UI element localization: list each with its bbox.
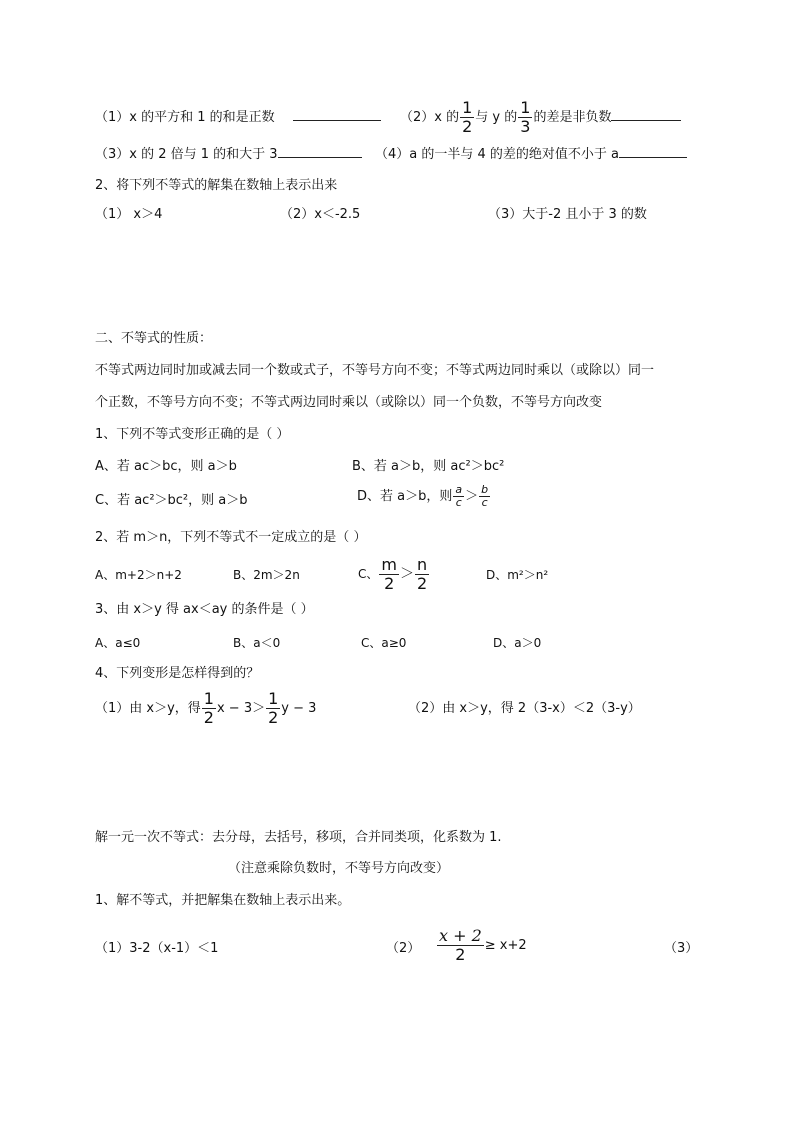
s1-q1 [95, 108, 381, 127]
s1-q4-answer-blank[interactable] [619, 145, 687, 158]
s2-q1-d-f1-num: a [455, 483, 463, 496]
s3-p2-fraction [437, 927, 484, 964]
s2-q4-part-b: （2）由 x＞y，得 2（3-x）＜2（3-y） [408, 701, 641, 716]
s1-q1-answer-blank[interactable] [293, 108, 381, 121]
s2-q1-d-pre: D、若 a＞b，则 [357, 489, 453, 504]
s2-q2-c-f1-den: 2 [384, 574, 395, 593]
s1-q2-f1-den: 2 [462, 117, 473, 136]
s1-q1-label: （1）x 的平方和 1 的和是正数 [95, 110, 275, 125]
s1-q3-answer-blank[interactable] [278, 145, 362, 158]
s2-q1-d-fraction-1 [453, 484, 464, 509]
s2-q1-d-f1-den: c [455, 496, 462, 509]
s3-problem-2-label: （2） [386, 941, 421, 956]
s2-q1-d-f2-num: b [481, 483, 489, 496]
s2-q1-option-c: C、若 ac²＞bc²，则 a＞b [95, 493, 248, 508]
s1-q2-f1-num: 1 [462, 98, 473, 117]
s2-q4-a-f1-den: 2 [203, 708, 214, 727]
s1-q2-mid: 与 y 的 [475, 110, 518, 125]
s2-q3-stem: 3、由 x＞y 得 ax＜ay 的条件是（ ） [95, 602, 314, 617]
s1-task2: 2、将下列不等式的解集在数轴上表示出来 [95, 178, 338, 193]
s2-q4-part-a [95, 690, 316, 727]
s3-task: 1、解不等式，并把解集在数轴上表示出来。 [95, 893, 351, 908]
s2-q2-option-b: B、2m＞2n [233, 568, 300, 582]
s1-q4-label: （4）a 的一半与 4 的差的绝对值不小于 a [375, 147, 620, 162]
s2-q1-d-fraction-2 [479, 484, 490, 509]
s2-q1-option-a: A、若 ac＞bc，则 a＞b [95, 459, 237, 474]
s1-q2-fraction-1 [460, 99, 474, 136]
s2-q2-c-f1-num: m [381, 555, 397, 574]
s2-q3-option-a: A、a≤0 [95, 636, 141, 650]
s2-q1-stem: 1、下列不等式变形正确的是（ ） [95, 427, 290, 442]
s1-q4 [375, 145, 687, 164]
s2-heading: 二、不等式的性质： [95, 331, 213, 346]
s2-q2-stem: 2、若 m＞n，下列不等式不一定成立的是（ ） [95, 530, 367, 545]
s2-q4-a-mid: x − 3＞ [216, 701, 266, 716]
s2-q2-c-fraction-1 [379, 556, 399, 593]
s1-q2-answer-blank[interactable] [611, 108, 681, 121]
s2-rule-line1: 不等式两边同时加或减去同一个数或式子，不等号方向不变；不等式两边同时乘以（或除以）同一 [95, 363, 655, 378]
s2-q4-a-post: y − 3 [281, 701, 317, 716]
s1-t2c: （3）大于-2 且小于 3 的数 [488, 207, 647, 222]
s3-problem-3-label: （3） [664, 941, 699, 956]
s1-q2 [400, 99, 681, 136]
s1-q3 [95, 145, 362, 164]
s2-q3-option-c: C、a≥0 [361, 636, 407, 650]
s2-q2-c-pre: C、 [358, 567, 379, 581]
s2-q4-a-f1-num: 1 [203, 689, 214, 708]
s1-q2-f2-num: 1 [520, 98, 531, 117]
s2-q4-a-fraction-1 [202, 690, 216, 727]
s2-q4-a-pre: （1）由 x＞y，得 [95, 701, 201, 716]
s3-p2-num: x + 2 [439, 926, 482, 945]
s2-q3-option-b: B、a＜0 [233, 636, 281, 650]
s2-q2-c-f2-num: n [416, 555, 428, 574]
s3-p2-post: ≥ x+2 [484, 938, 527, 953]
s2-q1-d-f2-den: c [481, 496, 488, 509]
s2-q4-stem: 4、下列变形是怎样得到的？ [95, 666, 260, 681]
s2-q2-option-c [358, 556, 430, 593]
s1-t2a: （1） x＞4 [95, 207, 163, 222]
s1-t2b: （2）x＜-2.5 [280, 207, 361, 222]
s3-method: 解一元一次不等式：去分母，去括号，移项，合并同类项，化系数为 1. [95, 830, 502, 845]
s1-q3-label: （3）x 的 2 倍与 1 的和大于 3 [95, 147, 278, 162]
s2-q2-c-f2-den: 2 [416, 574, 428, 593]
s2-q4-a-f2-num: 1 [268, 689, 279, 708]
s2-q2-option-a: A、m+2＞n+2 [95, 568, 182, 582]
s3-problem-2 [436, 927, 527, 964]
s2-q2-c-fraction-2 [415, 556, 429, 593]
s2-q4-a-fraction-2 [266, 690, 280, 727]
s2-q4-a-f2-den: 2 [268, 708, 279, 727]
s2-q1-option-d [357, 484, 491, 509]
s1-q2-f2-den: 3 [520, 117, 531, 136]
s2-q2-option-d: D、m²＞n² [486, 568, 549, 582]
s1-q2-post: 的差是非负数 [533, 110, 612, 125]
s2-rule-line2: 个正数，不等号方向不变；不等式两边同时乘以（或除以）同一个负数，不等号方向改变 [95, 395, 603, 410]
s2-q1-option-b: B、若 a＞b，则 ac²＞bc² [352, 459, 505, 474]
s1-q2-pre: （2）x 的 [400, 110, 460, 125]
s1-q2-fraction-2 [518, 99, 532, 136]
s3-p2-den: 2 [455, 945, 466, 964]
s2-q1-d-op: ＞ [465, 489, 479, 504]
s3-note: （注意乘除负数时，不等号方向改变） [228, 861, 450, 876]
s3-problem-1: （1）3-2（x-1）＜1 [95, 941, 219, 956]
s2-q2-c-op: ＞ [399, 566, 414, 582]
s2-q3-option-d: D、a＞0 [493, 636, 542, 650]
